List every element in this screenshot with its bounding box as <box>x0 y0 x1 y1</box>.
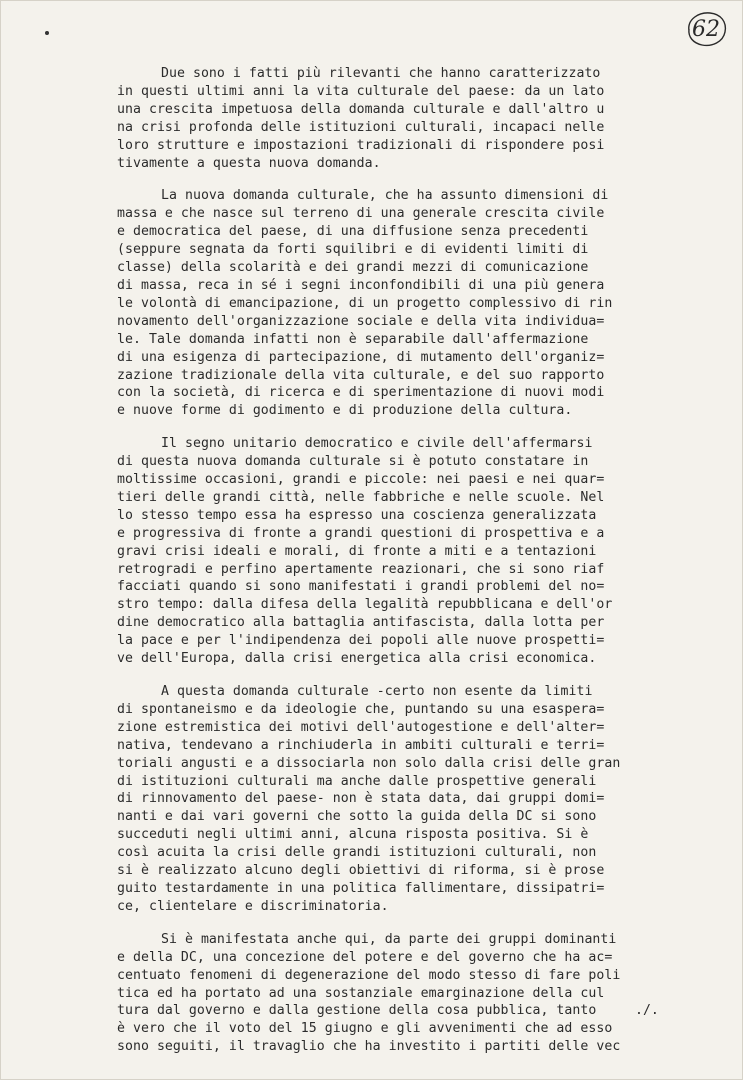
text-line: zione estremistica dei motivi dell'autogestione e dell'alter= <box>117 719 605 735</box>
text-line: nativa, tendevano a rinchiuderla in ambiti culturali e terri= <box>117 737 605 753</box>
text-line: la pace e per l'indipendenza dei popoli alle nuove prospetti= <box>117 633 605 649</box>
text-line: Due sono i fatti più rilevanti che hanno caratterizzato <box>161 66 601 81</box>
page-number <box>683 9 729 49</box>
text-line: toriali angusti e a dissociarla non solo dalla crisi delle gran <box>117 755 621 771</box>
text-line: le volontà di emancipazione, di un progetto complessivo di rin <box>117 295 613 311</box>
text-line: stro tempo: dalla difesa della legalità repubblicana e dell'or <box>117 597 613 613</box>
text-line: e della DC, una concezione del potere e del governo che ha ac= <box>117 949 613 965</box>
text-line: è vero che il voto del 15 giugno e gli avvenimenti che ad esso <box>117 1021 613 1037</box>
scan-speck <box>45 31 49 35</box>
text-line: loro strutture e impostazioni tradizionali di rispondere posi <box>117 137 605 153</box>
text-line: novamento dell'organizzazione sociale e della vita individua= <box>117 313 605 329</box>
text-line: (seppure segnata da forti squilibri e di evidenti limiti di <box>117 242 589 258</box>
text-line: di istituzioni culturali ma anche dalle prospettive generali <box>117 773 597 789</box>
text-line: di spontaneismo e da ideologie che, puntando su una esaspera= <box>117 701 605 717</box>
text-line: na crisi profonda delle istituzioni culturali, incapaci nelle <box>117 119 605 135</box>
text-line: succeduti negli ultimi anni, alcuna risposta positiva. Si è <box>117 827 589 843</box>
text-line: di rinnovamento del paese- non è stata data, dai gruppi domi= <box>117 791 605 807</box>
text-line: moltissime occasioni, grandi e piccole: nei paesi e nei quar= <box>117 472 605 488</box>
paragraph <box>117 435 697 668</box>
text-line: nanti e dai vari governi che sotto la guida della DC si sono <box>117 809 597 825</box>
text-line: A questa domanda culturale -certo non esente da limiti <box>161 684 593 699</box>
text-line: di massa, reca in sé i segni inconfondibili di una più genera <box>117 277 605 293</box>
text-line: di una esigenza di partecipazione, di mutamento dell'organiz= <box>117 349 605 365</box>
text-line: in questi ultimi anni la vita culturale del paese: da un lato <box>117 83 605 99</box>
text-line: si è realizzato alcuno degli obiettivi di riforma, si è prose <box>117 863 605 879</box>
text-line: ce, clientelare e discriminatoria. <box>117 898 389 914</box>
text-line: e nuove forme di godimento e di produzione della cultura. <box>117 403 573 419</box>
text-line: La nuova domanda culturale, che ha assunto dimensioni di <box>161 188 609 204</box>
text-line: e progressiva di fronte a grandi questioni di prospettiva e a <box>117 525 605 541</box>
text-line: così acuita la crisi delle grandi istituzioni culturali, non <box>117 845 597 861</box>
text-line: zazione tradizionale della vita culturale, e del suo rapporto <box>117 367 605 383</box>
text-line: classe) della scolarità e dei grandi mezzi di comunicazione <box>117 260 589 276</box>
text-line: guito testardamente in una politica fallimentare, dissipatri= <box>117 880 605 896</box>
text-line: con la società, di ricerca e di sperimentazione di nuovi modi <box>117 385 605 401</box>
page-number-text: 62 <box>692 17 720 42</box>
text-line: facciati quando si sono manifestati i grandi problemi del no= <box>117 579 605 595</box>
text-line: ve dell'Europa, dalla crisi energetica alla crisi economica. <box>117 651 597 667</box>
text-line: tivamente a questa nuova domanda. <box>117 155 381 171</box>
continuation-mark: ./. <box>635 1003 659 1018</box>
text-line: tica ed ha portato ad una sostanziale emarginazione della cul <box>117 985 605 1001</box>
text-line: una crescita impetuosa della domanda culturale e dall'altro u <box>117 101 605 117</box>
paragraph <box>117 683 697 916</box>
text-line: Si è manifestata anche qui, da parte dei gruppi dominanti <box>161 931 617 947</box>
paragraph <box>117 65 697 172</box>
text-line: le. Tale domanda infatti non è separabile dall'affermazione <box>117 331 589 347</box>
paragraph <box>117 931 697 1056</box>
paragraph <box>117 187 697 420</box>
text-line: tura dal governo e dalla gestione della cosa pubblica, tanto <box>117 1003 597 1019</box>
text-line: dine democratico alla battaglia antifascista, dalla lotta per <box>117 615 605 631</box>
text-line: centuato fenomeni di degenerazione del modo stesso di fare poli <box>117 967 621 983</box>
text-line: massa e che nasce sul terreno di una generale crescita civile <box>117 206 605 222</box>
text-line: tieri delle grandi città, nelle fabbriche e nelle scuole. Nel <box>117 489 605 505</box>
text-line: Il segno unitario democratico e civile dell'affermarsi <box>161 436 593 452</box>
text-line: di questa nuova domanda culturale si è potuto constatare in <box>117 454 589 470</box>
text-line: gravi crisi ideali e morali, di fronte a miti e a tentazioni <box>117 543 597 559</box>
body-text <box>117 65 697 1071</box>
text-line: sono seguiti, il travaglio che ha investito i partiti delle vec <box>117 1039 621 1055</box>
text-line: e democratica del paese, di una diffusione senza precedenti <box>117 224 589 240</box>
text-line: retrogradi e perfino apertamente reazionari, che si sono riaf <box>117 561 605 577</box>
text-line: lo stesso tempo essa ha espresso una coscienza generalizzata <box>117 507 597 523</box>
